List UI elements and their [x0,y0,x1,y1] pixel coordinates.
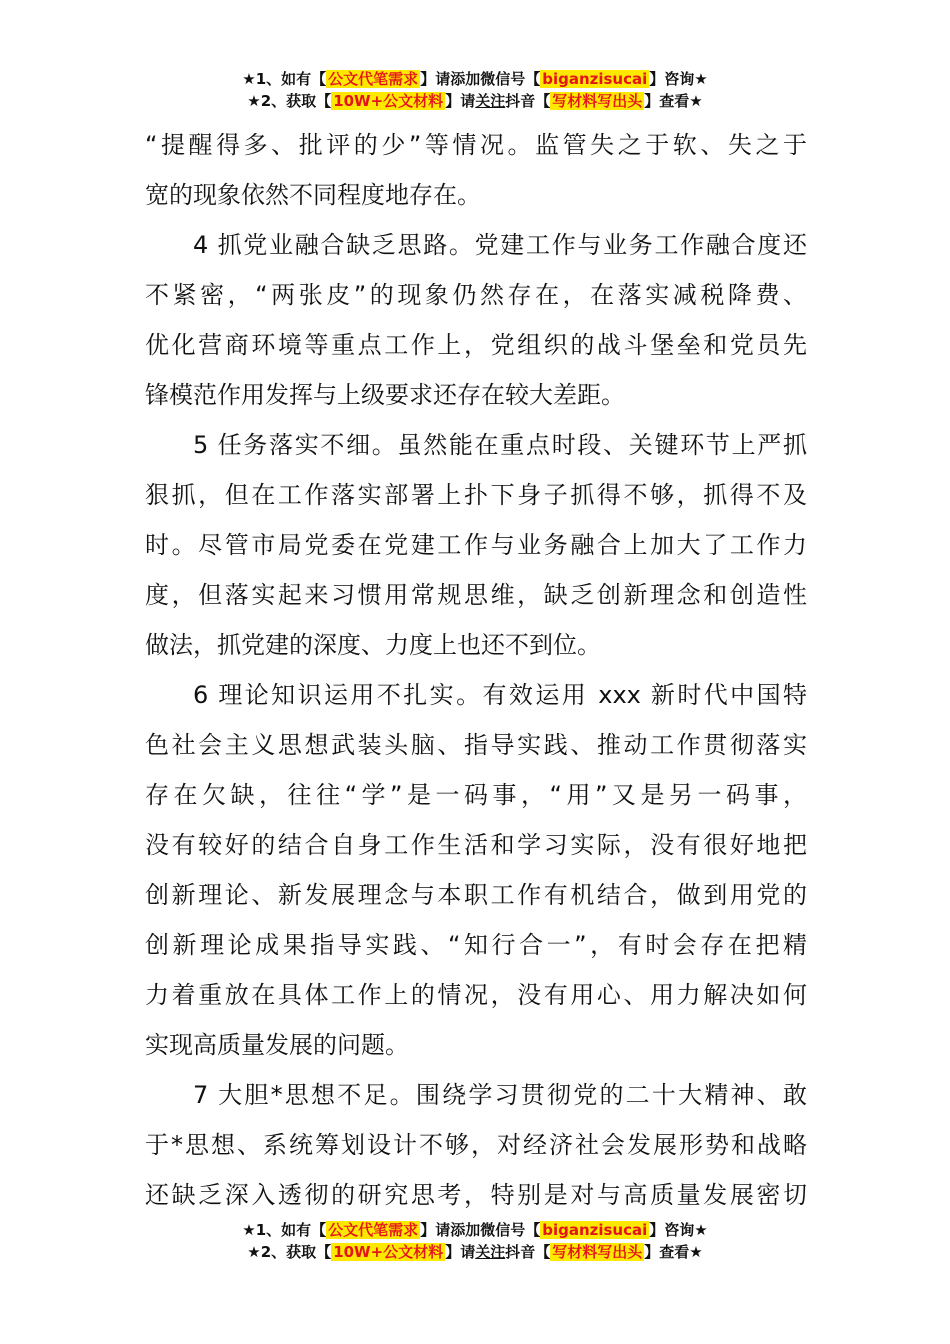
banner-highlight: biganzisucai [542,1221,648,1239]
banner-text: 】请 [445,1243,476,1261]
banner-highlight: 10W+公文材料 [333,92,444,110]
footer-banner-line-2 [0,1241,950,1263]
paragraph-line: 没有较好的结合自身工作生活和学习实际，没有很好地把 [145,831,807,859]
banner-text: ★1、如有【 [242,70,327,88]
paragraph-line: 不紧密，“两张皮”的现象仍然存在，在落实减税降费、 [145,281,807,309]
paragraph-line: 时。尽管市局党委在党建工作与业务融合上加大了工作力 [145,531,807,559]
paragraph-line: 力着重放在具体工作上的情况，没有用心、用力解决如何 [145,981,807,1009]
banner-text: 抖音【 [505,92,551,110]
banner-text: 】咨询★ [649,70,708,88]
paragraph-line: 优化营商环境等重点工作上，党组织的战斗堡垒和党员先 [145,331,807,359]
paragraph-line: 锋模范作用发挥与上级要求还存在较大差距。 [145,381,625,409]
paragraph-line: 做法，抓党建的深度、力度上也还不到位。 [145,631,601,659]
banner-text: ★1、如有【 [242,1221,327,1239]
banner-text: 】咨询★ [649,1221,708,1239]
banner-highlight: biganzisucai [542,70,648,88]
paragraph-line: 度，但落实起来习惯用常规思维，缺乏创新理念和创造性 [145,581,807,609]
banner-highlight: 公文代笔需求 [328,1221,419,1239]
footer-banner [0,1219,950,1263]
paragraph-line: 7 大胆*思想不足。围绕学习贯彻党的二十大精神、敢 [193,1081,807,1109]
paragraph-line: 创新理论、新发展理念与本职工作有机结合，做到用党的 [145,881,807,909]
header-banner-line-2 [0,90,950,112]
banner-text: 】请 [445,92,476,110]
paragraph-line: 创新理论成果指导实践、“知行合一”，有时会存在把精 [145,931,807,959]
paragraph-line: 5 任务落实不细。虽然能在重点时段、关键环节上严抓 [193,431,807,459]
paragraph-line: 实现高质量发展的问题。 [145,1031,409,1059]
banner-highlight: 写材料写出头 [552,1243,643,1261]
banner-highlight: 公文代笔需求 [328,70,419,88]
banner-underlined-text: 关注 [475,1243,506,1261]
footer-banner-line-1 [0,1219,950,1241]
banner-text: 抖音【 [505,1243,551,1261]
banner-text: 】请添加微信号【 [420,1221,541,1239]
paragraph-line: 4 抓党业融合缺乏思路。党建工作与业务工作融合度还 [193,231,807,259]
document-body [145,120,807,1220]
paragraph-line: 还缺乏深入透彻的研究思考，特别是对与高质量发展密切 [145,1181,807,1209]
banner-text: 】查看★ [644,1243,703,1261]
paragraph-line: 狠抓，但在工作落实部署上扑下身子抓得不够，抓得不及 [145,481,807,509]
paragraph-line: 于*思想、系统筹划设计不够，对经济社会发展形势和战略 [145,1131,807,1159]
banner-highlight: 写材料写出头 [552,92,643,110]
banner-highlight: 10W+公文材料 [333,1243,444,1261]
header-banner [0,68,950,112]
paragraph-line: “提醒得多、批评的少”等情况。监管失之于软、失之于 [145,131,807,159]
banner-text: 】查看★ [644,92,703,110]
banner-text: ★2、获取【 [247,92,332,110]
banner-underlined-text: 关注 [475,92,506,110]
header-banner-line-1 [0,68,950,90]
banner-text: 】请添加微信号【 [420,70,541,88]
paragraph-line: 色社会主义思想武装头脑、指导实践、推动工作贯彻落实 [145,731,807,759]
paragraph-line: 存在欠缺，往往“学”是一码事，“用”又是另一码事， [145,781,807,809]
paragraph-line: 6 理论知识运用不扎实。有效运用 xxx 新时代中国特 [193,681,807,709]
banner-text: ★2、获取【 [247,1243,332,1261]
paragraph-line: 宽的现象依然不同程度地存在。 [145,181,481,209]
